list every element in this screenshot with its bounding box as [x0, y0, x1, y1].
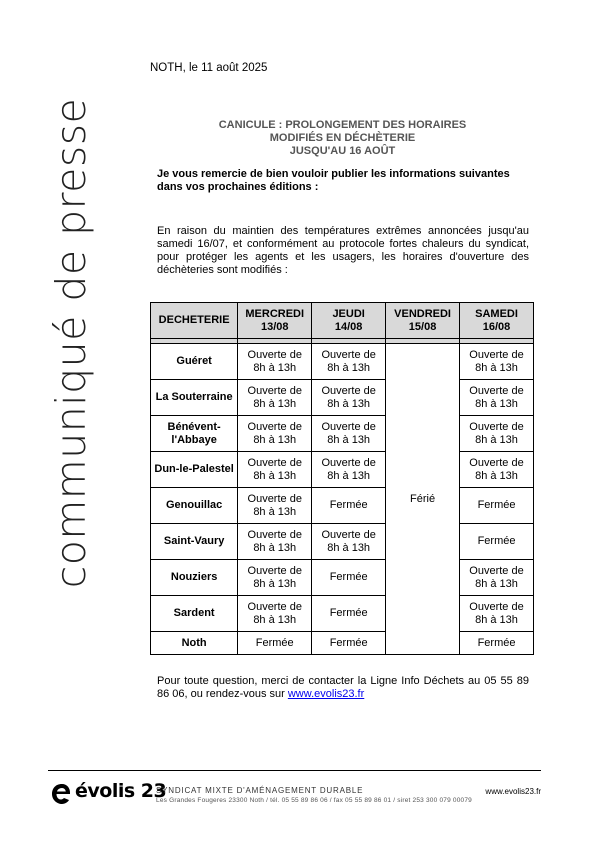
- cell-jeudi: Fermée: [312, 632, 386, 655]
- cell-line: Ouverte de: [469, 384, 524, 397]
- cell-line: 8h à 13h: [475, 433, 518, 446]
- cell-line: Bénévent-: [167, 420, 221, 433]
- cell-line: Ouverte de: [247, 456, 302, 469]
- cell-line: 8h à 13h: [253, 469, 297, 482]
- title-line-1: CANICULE : PROLONGEMENT DES HORAIRES: [218, 119, 467, 131]
- cell-line: 8h à 13h: [327, 433, 371, 446]
- cell-samedi: [460, 416, 534, 452]
- table-row: [151, 416, 534, 452]
- cell-decheterie-name: Noth: [151, 632, 238, 655]
- schedule-table: [150, 302, 534, 655]
- table-row: [151, 596, 534, 632]
- table-row: [151, 524, 534, 560]
- cell-line: 8h à 13h: [475, 469, 518, 482]
- cell-samedi: [460, 596, 534, 632]
- header-samedi: SAMEDI 16/08: [460, 303, 534, 339]
- cell-line: Ouverte de: [247, 348, 302, 361]
- cell-line: Ouverte de: [321, 420, 376, 433]
- contact-paragraph: [157, 675, 529, 701]
- footer-divider: [48, 770, 541, 771]
- cell-line: Ouverte de: [321, 384, 376, 397]
- intro-text: Je vous remercie de bien vouloir publier les informations suivantes dans vos prochaines éditions :: [157, 168, 510, 193]
- cell-samedi: [460, 344, 534, 380]
- cell-decheterie-name: La Souterraine: [151, 380, 238, 416]
- cell-line: Ouverte de: [247, 564, 302, 577]
- cell-line: 8h à 13h: [253, 541, 297, 554]
- cell-jeudi: Fermée: [312, 596, 386, 632]
- cell-line: Ouverte de: [469, 456, 524, 469]
- header-jeudi: JEUDI 14/08: [312, 303, 386, 339]
- footer-org-name: SYNDICAT MIXTE D'AMÉNAGEMENT DURABLE: [156, 786, 364, 795]
- cell-line: 8h à 13h: [327, 361, 371, 374]
- cell-decheterie-name: Guéret: [151, 344, 238, 380]
- cell-samedi: [460, 452, 534, 488]
- evolis-logo-icon: [50, 782, 74, 806]
- cell-line: 8h à 13h: [475, 397, 518, 410]
- cell-jeudi: [312, 380, 386, 416]
- cell-line: Ouverte de: [247, 384, 302, 397]
- cell-mercredi: [238, 524, 312, 560]
- cell-line: Ouverte de: [469, 348, 524, 361]
- cell-vendredi-ferie: Férié: [386, 344, 460, 655]
- table-row: [151, 560, 534, 596]
- side-label-text: communiqué de presse: [47, 97, 95, 589]
- cell-jeudi: [312, 452, 386, 488]
- table-row: [151, 488, 534, 524]
- cell-line: Ouverte de: [469, 600, 524, 613]
- cell-line: Ouverte de: [247, 600, 302, 613]
- cell-decheterie-name: Genouillac: [151, 488, 238, 524]
- cell-line: 8h à 13h: [475, 361, 518, 374]
- cell-samedi: [460, 380, 534, 416]
- cell-jeudi: [312, 416, 386, 452]
- cell-jeudi: Fermée: [312, 488, 386, 524]
- cell-line: l'Abbaye: [171, 433, 217, 446]
- cell-line: Ouverte de: [321, 528, 376, 541]
- table-row: [151, 380, 534, 416]
- cell-line: 8h à 13h: [327, 541, 371, 554]
- cell-mercredi: [238, 560, 312, 596]
- cell-line: 8h à 13h: [253, 577, 297, 590]
- cell-samedi: Fermée: [460, 632, 534, 655]
- cell-mercredi: [238, 596, 312, 632]
- cell-mercredi: [238, 380, 312, 416]
- cell-mercredi: [238, 452, 312, 488]
- cell-jeudi: Fermée: [312, 560, 386, 596]
- date-line: NOTH, le 11 août 2025: [150, 62, 268, 74]
- table-header-row: [151, 303, 534, 339]
- communique-de-presse-label: [46, 63, 96, 623]
- cell-samedi: [460, 560, 534, 596]
- footer-address: Les Grandes Fougeres 23300 Noth / tél. 05 55 89 86 06 / fax 05 55 89 86 01 / siret 253 300 079 00079: [156, 797, 472, 804]
- cell-decheterie-name: Nouziers: [151, 560, 238, 596]
- cell-line: 8h à 13h: [327, 397, 371, 410]
- cell-line: 8h à 13h: [253, 613, 297, 626]
- cell-line: 8h à 13h: [475, 613, 518, 626]
- title-line-2: MODIFIÉS EN DÉCHÈTERIE: [269, 132, 416, 144]
- cell-decheterie-name: Dun-le-Palestel: [151, 452, 238, 488]
- cell-mercredi: [238, 416, 312, 452]
- cell-line: 8h à 13h: [475, 577, 518, 590]
- cell-line: Ouverte de: [247, 492, 302, 505]
- cell-line: Ouverte de: [247, 420, 302, 433]
- cell-line: Ouverte de: [469, 420, 524, 433]
- cell-samedi: Fermée: [460, 524, 534, 560]
- cell-line: Ouverte de: [247, 528, 302, 541]
- cell-decheterie-name: Sardent: [151, 596, 238, 632]
- cell-line: 8h à 13h: [327, 469, 371, 482]
- cell-line: 8h à 13h: [253, 361, 297, 374]
- contact-text: Pour toute question, merci de contacter la Ligne Info Déchets au 05 55 89 86 06, ou rendez-vous sur: [157, 675, 529, 700]
- website-link[interactable]: www.evolis23.fr: [287, 688, 365, 700]
- press-title: [150, 119, 535, 158]
- cell-line: 8h à 13h: [253, 433, 297, 446]
- logo-text: évolis 23: [75, 780, 167, 802]
- cell-line: 8h à 13h: [253, 505, 297, 518]
- cell-line: Ouverte de: [321, 456, 376, 469]
- cell-line: Ouverte de: [321, 348, 376, 361]
- cell-mercredi: Fermée: [238, 632, 312, 655]
- cell-jeudi: [312, 524, 386, 560]
- footer-website[interactable]: www.evolis23.fr: [485, 787, 541, 796]
- table-row: [151, 632, 534, 655]
- cell-samedi: Fermée: [460, 488, 534, 524]
- header-decheterie: DECHETERIE: [151, 303, 238, 339]
- header-mercredi: MERCREDI 13/08: [238, 303, 312, 339]
- cell-line: 8h à 13h: [253, 397, 297, 410]
- table-row: [151, 344, 534, 380]
- cell-decheterie-name: Saint-Vaury: [151, 524, 238, 560]
- cell-mercredi: [238, 344, 312, 380]
- cell-line: Ouverte de: [469, 564, 524, 577]
- cell-jeudi: [312, 344, 386, 380]
- cell-mercredi: [238, 488, 312, 524]
- header-vendredi: VENDREDI 15/08: [386, 303, 460, 339]
- body-paragraph: En raison du maintien des températures extrêmes annoncées jusqu'au samedi 16/07, et conformément au protocole fortes chaleurs du syndicat, pour protéger les agents et les usagers, les horaires d'ouverture des déchèteries sont modifiés :: [157, 225, 529, 276]
- title-line-3: JUSQU'AU 16 AOÛT: [289, 145, 396, 157]
- cell-decheterie-name: [151, 416, 238, 452]
- table-body: [151, 339, 534, 655]
- table-row: [151, 452, 534, 488]
